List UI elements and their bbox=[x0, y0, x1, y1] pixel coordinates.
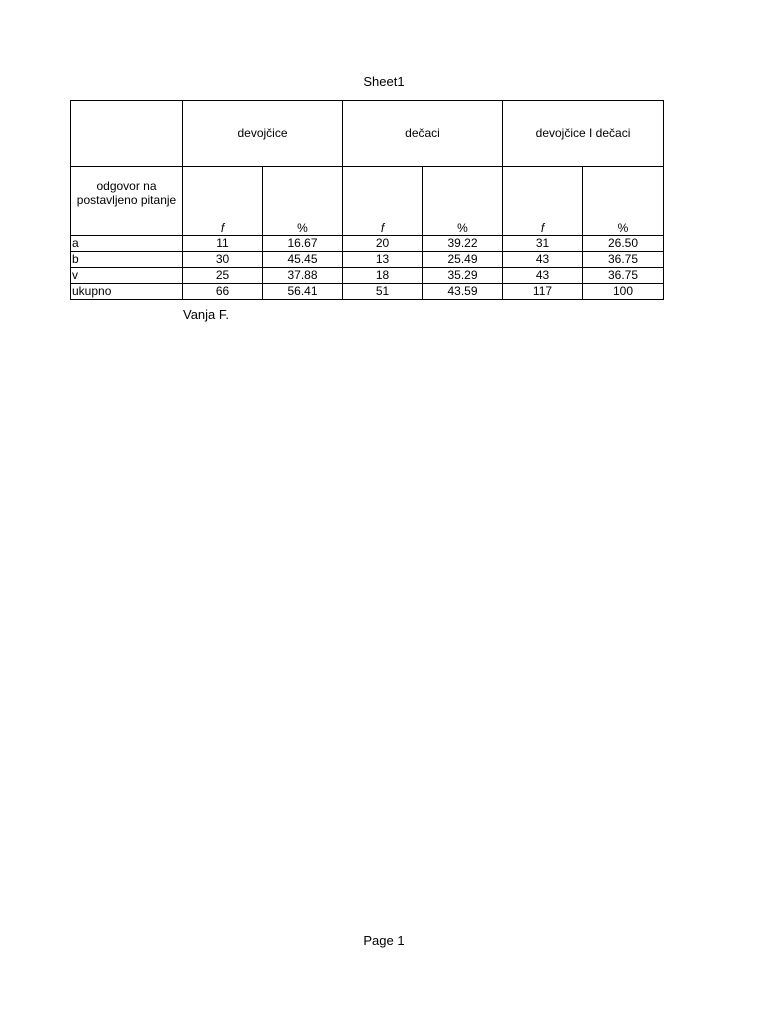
sub-header-row bbox=[71, 167, 664, 236]
table-row bbox=[71, 252, 664, 268]
row-label: ukupno bbox=[71, 284, 183, 300]
table-cell: 11 bbox=[183, 236, 263, 252]
table-cell: 26.50 bbox=[583, 236, 664, 252]
table-cell: 37.88 bbox=[263, 268, 343, 284]
table-cell: 39.22 bbox=[423, 236, 503, 252]
table-cell: 35.29 bbox=[423, 268, 503, 284]
table-cell: 100 bbox=[583, 284, 664, 300]
group-header-all: devojčice I dečaci bbox=[503, 101, 664, 167]
row-label: v bbox=[71, 268, 183, 284]
table-cell: 36.75 bbox=[583, 268, 664, 284]
table-cell: 117 bbox=[503, 284, 583, 300]
row-label: b bbox=[71, 252, 183, 268]
empty-corner-cell bbox=[71, 101, 183, 167]
table-cell: 45.45 bbox=[263, 252, 343, 268]
author-note: Vanja F. bbox=[183, 307, 230, 322]
table-cell: 20 bbox=[343, 236, 423, 252]
table-cell: 43 bbox=[503, 268, 583, 284]
table-cell: 43 bbox=[503, 252, 583, 268]
sub-header-f: f bbox=[343, 167, 423, 236]
table-cell: 18 bbox=[343, 268, 423, 284]
group-header-row bbox=[71, 101, 664, 167]
table-cell: 43.59 bbox=[423, 284, 503, 300]
table-cell: 31 bbox=[503, 236, 583, 252]
page-footer: Page 1 bbox=[363, 933, 405, 948]
answer-column-header: odgovor na postavljeno pitanje bbox=[71, 167, 183, 236]
table-cell: 30 bbox=[183, 252, 263, 268]
table-cell: 51 bbox=[343, 284, 423, 300]
table-cell: 36.75 bbox=[583, 252, 664, 268]
sheet-title: Sheet1 bbox=[363, 74, 405, 89]
table-cell: 56.41 bbox=[263, 284, 343, 300]
sub-header-percent: % bbox=[423, 167, 503, 236]
table-row bbox=[71, 236, 664, 252]
sub-header-percent: % bbox=[263, 167, 343, 236]
group-header-girls: devojčice bbox=[183, 101, 343, 167]
results-table bbox=[70, 100, 664, 300]
table-row bbox=[71, 268, 664, 284]
table-cell: 16.67 bbox=[263, 236, 343, 252]
table-row-total bbox=[71, 284, 664, 300]
group-header-boys: dečaci bbox=[343, 101, 503, 167]
row-label: a bbox=[71, 236, 183, 252]
table-cell: 25.49 bbox=[423, 252, 503, 268]
table-cell: 13 bbox=[343, 252, 423, 268]
table-cell: 25 bbox=[183, 268, 263, 284]
sub-header-f: f bbox=[503, 167, 583, 236]
table-cell: 66 bbox=[183, 284, 263, 300]
sub-header-percent: % bbox=[583, 167, 664, 236]
sub-header-f: f bbox=[183, 167, 263, 236]
